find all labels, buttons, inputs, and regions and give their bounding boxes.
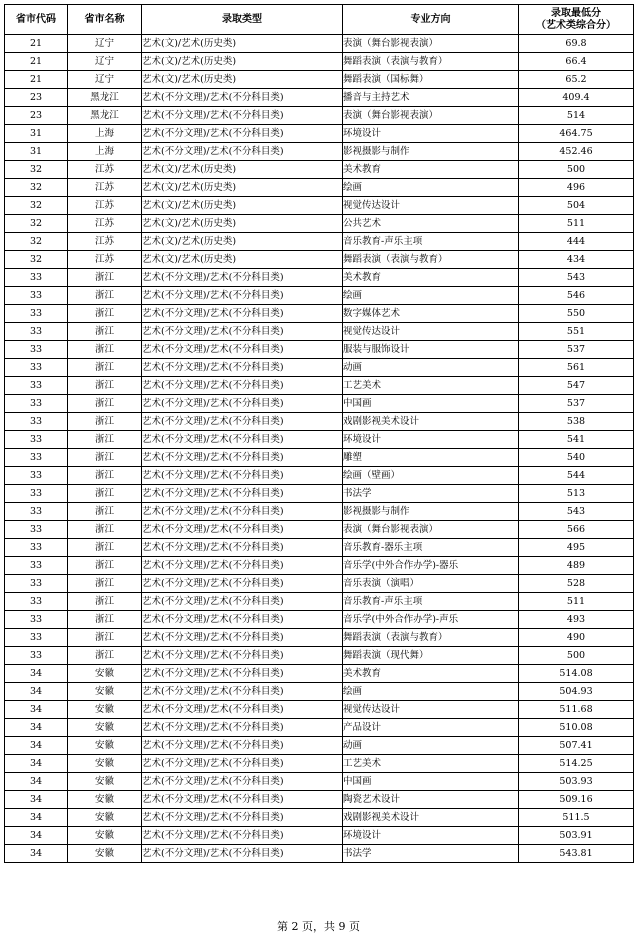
cell-province-code: 34 xyxy=(5,665,68,683)
cell-major: 音乐教育-声乐主项 xyxy=(343,233,519,251)
cell-min-score: 566 xyxy=(519,521,634,539)
table-row xyxy=(5,125,634,143)
cell-min-score: 546 xyxy=(519,287,634,305)
cell-major: 美术教育 xyxy=(343,269,519,287)
cell-min-score: 511.68 xyxy=(519,701,634,719)
table-body xyxy=(5,35,634,863)
cell-major: 影视摄影与制作 xyxy=(343,143,519,161)
cell-province-code: 33 xyxy=(5,593,68,611)
table-row xyxy=(5,647,634,665)
cell-province-name: 黑龙江 xyxy=(68,107,142,125)
cell-min-score: 537 xyxy=(519,341,634,359)
cell-major: 书法学 xyxy=(343,485,519,503)
cell-min-score: 561 xyxy=(519,359,634,377)
cell-major: 美术教育 xyxy=(343,665,519,683)
header-province: 省市名称 xyxy=(68,5,142,35)
cell-province-name: 浙江 xyxy=(68,413,142,431)
cell-province-name: 江苏 xyxy=(68,251,142,269)
cell-major: 环境设计 xyxy=(343,431,519,449)
cell-province-name: 安徽 xyxy=(68,827,142,845)
cell-province-name: 江苏 xyxy=(68,233,142,251)
cell-province-name: 安徽 xyxy=(68,773,142,791)
table-row xyxy=(5,449,634,467)
cell-min-score: 544 xyxy=(519,467,634,485)
cell-province-name: 浙江 xyxy=(68,611,142,629)
table-row xyxy=(5,377,634,395)
cell-min-score: 543.81 xyxy=(519,845,634,863)
table-row xyxy=(5,161,634,179)
cell-province-name: 辽宁 xyxy=(68,53,142,71)
cell-province-code: 33 xyxy=(5,305,68,323)
cell-province-name: 浙江 xyxy=(68,431,142,449)
cell-major: 音乐学(中外合作办学)-声乐 xyxy=(343,611,519,629)
cell-major: 环境设计 xyxy=(343,827,519,845)
cell-province-code: 34 xyxy=(5,845,68,863)
cell-admission-type: 艺术(不分文理)/艺术(不分科目类) xyxy=(142,107,343,125)
cell-major: 动画 xyxy=(343,359,519,377)
header-score-line2: （艺术类综合分） xyxy=(536,19,616,31)
cell-province-name: 浙江 xyxy=(68,287,142,305)
table-row xyxy=(5,287,634,305)
cell-admission-type: 艺术(不分文理)/艺术(不分科目类) xyxy=(142,305,343,323)
cell-province-name: 浙江 xyxy=(68,467,142,485)
table-row xyxy=(5,413,634,431)
cell-major: 公共艺术 xyxy=(343,215,519,233)
cell-province-name: 江苏 xyxy=(68,179,142,197)
cell-major: 音乐教育-器乐主项 xyxy=(343,539,519,557)
table-row xyxy=(5,809,634,827)
cell-admission-type: 艺术(不分文理)/艺术(不分科目类) xyxy=(142,503,343,521)
cell-province-name: 江苏 xyxy=(68,161,142,179)
cell-admission-type: 艺术(不分文理)/艺术(不分科目类) xyxy=(142,737,343,755)
cell-min-score: 537 xyxy=(519,395,634,413)
table-row xyxy=(5,233,634,251)
cell-admission-type: 艺术(不分文理)/艺术(不分科目类) xyxy=(142,791,343,809)
cell-min-score: 504.93 xyxy=(519,683,634,701)
page-footer: 第 2 页，共 9 页 xyxy=(277,920,360,933)
cell-province-name: 江苏 xyxy=(68,215,142,233)
cell-min-score: 551 xyxy=(519,323,634,341)
cell-major: 音乐学(中外合作办学)-器乐 xyxy=(343,557,519,575)
table-row xyxy=(5,665,634,683)
cell-min-score: 543 xyxy=(519,269,634,287)
cell-province-code: 31 xyxy=(5,125,68,143)
cell-major: 表演（舞台影视表演） xyxy=(343,107,519,125)
table-row xyxy=(5,485,634,503)
table-row xyxy=(5,683,634,701)
cell-admission-type: 艺术(文)/艺术(历史类) xyxy=(142,197,343,215)
cell-admission-type: 艺术(不分文理)/艺术(不分科目类) xyxy=(142,719,343,737)
cell-province-code: 33 xyxy=(5,575,68,593)
cell-major: 表演（舞台影视表演） xyxy=(343,521,519,539)
cell-admission-type: 艺术(不分文理)/艺术(不分科目类) xyxy=(142,647,343,665)
cell-min-score: 69.8 xyxy=(519,35,634,53)
table-row xyxy=(5,539,634,557)
cell-admission-type: 艺术(不分文理)/艺术(不分科目类) xyxy=(142,611,343,629)
cell-major: 视觉传达设计 xyxy=(343,701,519,719)
table-row xyxy=(5,179,634,197)
cell-min-score: 500 xyxy=(519,647,634,665)
table-row xyxy=(5,503,634,521)
cell-min-score: 503.93 xyxy=(519,773,634,791)
cell-province-code: 33 xyxy=(5,431,68,449)
cell-province-code: 33 xyxy=(5,503,68,521)
table-row xyxy=(5,71,634,89)
cell-min-score: 509.16 xyxy=(519,791,634,809)
cell-major: 书法学 xyxy=(343,845,519,863)
cell-province-code: 21 xyxy=(5,71,68,89)
cell-min-score: 496 xyxy=(519,179,634,197)
cell-province-code: 33 xyxy=(5,629,68,647)
cell-major: 视觉传达设计 xyxy=(343,197,519,215)
table-header-row xyxy=(5,5,634,35)
cell-province-name: 上海 xyxy=(68,125,142,143)
cell-admission-type: 艺术(不分文理)/艺术(不分科目类) xyxy=(142,143,343,161)
cell-province-code: 33 xyxy=(5,449,68,467)
cell-admission-type: 艺术(文)/艺术(历史类) xyxy=(142,233,343,251)
cell-major: 工艺美术 xyxy=(343,755,519,773)
cell-admission-type: 艺术(不分文理)/艺术(不分科目类) xyxy=(142,287,343,305)
table-row xyxy=(5,737,634,755)
cell-admission-type: 艺术(不分文理)/艺术(不分科目类) xyxy=(142,431,343,449)
cell-admission-type: 艺术(文)/艺术(历史类) xyxy=(142,215,343,233)
header-major: 专业方向 xyxy=(343,5,519,35)
cell-min-score: 540 xyxy=(519,449,634,467)
cell-province-code: 23 xyxy=(5,89,68,107)
cell-major: 美术教育 xyxy=(343,161,519,179)
cell-province-code: 32 xyxy=(5,161,68,179)
cell-admission-type: 艺术(文)/艺术(历史类) xyxy=(142,35,343,53)
cell-province-code: 33 xyxy=(5,557,68,575)
cell-admission-type: 艺术(不分文理)/艺术(不分科目类) xyxy=(142,809,343,827)
cell-province-code: 32 xyxy=(5,179,68,197)
cell-major: 绘画 xyxy=(343,683,519,701)
cell-min-score: 409.4 xyxy=(519,89,634,107)
cell-province-name: 浙江 xyxy=(68,359,142,377)
cell-major: 戏剧影视美术设计 xyxy=(343,413,519,431)
header-score-line1: 录取最低分 xyxy=(551,7,601,19)
cell-province-name: 浙江 xyxy=(68,269,142,287)
cell-province-name: 浙江 xyxy=(68,323,142,341)
cell-min-score: 495 xyxy=(519,539,634,557)
cell-province-code: 34 xyxy=(5,809,68,827)
table-row xyxy=(5,521,634,539)
cell-major: 舞蹈表演（现代舞） xyxy=(343,647,519,665)
cell-admission-type: 艺术(不分文理)/艺术(不分科目类) xyxy=(142,377,343,395)
cell-province-name: 浙江 xyxy=(68,557,142,575)
cell-major: 舞蹈表演（表演与教育） xyxy=(343,251,519,269)
cell-admission-type: 艺术(文)/艺术(历史类) xyxy=(142,53,343,71)
cell-min-score: 500 xyxy=(519,161,634,179)
header-code: 省市代码 xyxy=(5,5,68,35)
table-row xyxy=(5,197,634,215)
header-score xyxy=(519,5,634,35)
cell-province-code: 33 xyxy=(5,485,68,503)
cell-province-code: 33 xyxy=(5,287,68,305)
cell-min-score: 511.5 xyxy=(519,809,634,827)
cell-province-name: 浙江 xyxy=(68,521,142,539)
cell-province-code: 33 xyxy=(5,377,68,395)
cell-major: 舞蹈表演（表演与教育） xyxy=(343,53,519,71)
table-row xyxy=(5,773,634,791)
cell-province-name: 浙江 xyxy=(68,341,142,359)
cell-admission-type: 艺术(不分文理)/艺术(不分科目类) xyxy=(142,269,343,287)
cell-province-code: 33 xyxy=(5,341,68,359)
cell-province-code: 32 xyxy=(5,233,68,251)
table-row xyxy=(5,755,634,773)
cell-province-name: 浙江 xyxy=(68,305,142,323)
table-row xyxy=(5,53,634,71)
cell-major: 绘画 xyxy=(343,287,519,305)
cell-province-code: 32 xyxy=(5,197,68,215)
cell-admission-type: 艺术(不分文理)/艺术(不分科目类) xyxy=(142,773,343,791)
cell-min-score: 507.41 xyxy=(519,737,634,755)
cell-province-code: 33 xyxy=(5,395,68,413)
cell-major: 中国画 xyxy=(343,395,519,413)
header-type: 录取类型 xyxy=(142,5,343,35)
cell-min-score: 550 xyxy=(519,305,634,323)
document-page xyxy=(4,4,633,863)
cell-major: 陶瓷艺术设计 xyxy=(343,791,519,809)
cell-major: 产品设计 xyxy=(343,719,519,737)
admission-score-table xyxy=(4,4,634,863)
cell-province-name: 安徽 xyxy=(68,737,142,755)
cell-min-score: 514.25 xyxy=(519,755,634,773)
cell-province-code: 34 xyxy=(5,719,68,737)
cell-admission-type: 艺术(不分文理)/艺术(不分科目类) xyxy=(142,701,343,719)
cell-min-score: 66.4 xyxy=(519,53,634,71)
cell-province-code: 34 xyxy=(5,773,68,791)
cell-province-name: 浙江 xyxy=(68,647,142,665)
cell-admission-type: 艺术(不分文理)/艺术(不分科目类) xyxy=(142,341,343,359)
table-row xyxy=(5,431,634,449)
table-row xyxy=(5,701,634,719)
cell-province-code: 33 xyxy=(5,413,68,431)
cell-major: 视觉传达设计 xyxy=(343,323,519,341)
cell-major: 影视摄影与制作 xyxy=(343,503,519,521)
cell-min-score: 511 xyxy=(519,593,634,611)
cell-admission-type: 艺术(不分文理)/艺术(不分科目类) xyxy=(142,683,343,701)
cell-major: 绘画（壁画） xyxy=(343,467,519,485)
cell-province-name: 安徽 xyxy=(68,683,142,701)
cell-province-name: 辽宁 xyxy=(68,71,142,89)
cell-min-score: 514 xyxy=(519,107,634,125)
table-row xyxy=(5,827,634,845)
cell-min-score: 444 xyxy=(519,233,634,251)
table-row xyxy=(5,557,634,575)
table-row xyxy=(5,269,634,287)
table-row xyxy=(5,467,634,485)
cell-province-code: 34 xyxy=(5,701,68,719)
cell-min-score: 65.2 xyxy=(519,71,634,89)
cell-province-code: 32 xyxy=(5,215,68,233)
cell-province-code: 33 xyxy=(5,269,68,287)
cell-admission-type: 艺术(不分文理)/艺术(不分科目类) xyxy=(142,125,343,143)
cell-admission-type: 艺术(不分文理)/艺术(不分科目类) xyxy=(142,467,343,485)
cell-province-code: 33 xyxy=(5,359,68,377)
cell-province-code: 34 xyxy=(5,755,68,773)
table-row xyxy=(5,791,634,809)
cell-admission-type: 艺术(不分文理)/艺术(不分科目类) xyxy=(142,485,343,503)
cell-min-score: 511 xyxy=(519,215,634,233)
cell-province-code: 21 xyxy=(5,35,68,53)
cell-major: 舞蹈表演（国标舞） xyxy=(343,71,519,89)
cell-admission-type: 艺术(不分文理)/艺术(不分科目类) xyxy=(142,845,343,863)
cell-min-score: 464.75 xyxy=(519,125,634,143)
table-row xyxy=(5,89,634,107)
table-row xyxy=(5,341,634,359)
table-row xyxy=(5,107,634,125)
cell-admission-type: 艺术(文)/艺术(历史类) xyxy=(142,251,343,269)
cell-min-score: 434 xyxy=(519,251,634,269)
cell-major: 播音与主持艺术 xyxy=(343,89,519,107)
cell-province-code: 21 xyxy=(5,53,68,71)
cell-major: 工艺美术 xyxy=(343,377,519,395)
cell-major: 音乐表演（演唱） xyxy=(343,575,519,593)
cell-min-score: 489 xyxy=(519,557,634,575)
cell-major: 动画 xyxy=(343,737,519,755)
cell-province-code: 31 xyxy=(5,143,68,161)
cell-admission-type: 艺术(文)/艺术(历史类) xyxy=(142,179,343,197)
cell-major: 数字媒体艺术 xyxy=(343,305,519,323)
cell-province-code: 33 xyxy=(5,323,68,341)
cell-province-code: 34 xyxy=(5,683,68,701)
cell-min-score: 528 xyxy=(519,575,634,593)
cell-admission-type: 艺术(文)/艺术(历史类) xyxy=(142,71,343,89)
cell-major: 表演（舞台影视表演） xyxy=(343,35,519,53)
cell-province-name: 安徽 xyxy=(68,665,142,683)
table-row xyxy=(5,719,634,737)
cell-major: 戏剧影视美术设计 xyxy=(343,809,519,827)
cell-province-name: 浙江 xyxy=(68,449,142,467)
cell-province-name: 浙江 xyxy=(68,395,142,413)
cell-province-name: 辽宁 xyxy=(68,35,142,53)
table-row xyxy=(5,35,634,53)
cell-major: 舞蹈表演（表演与教育） xyxy=(343,629,519,647)
cell-province-name: 浙江 xyxy=(68,503,142,521)
cell-province-name: 浙江 xyxy=(68,575,142,593)
cell-major: 中国画 xyxy=(343,773,519,791)
cell-province-name: 浙江 xyxy=(68,629,142,647)
cell-province-name: 上海 xyxy=(68,143,142,161)
cell-province-code: 33 xyxy=(5,521,68,539)
cell-province-code: 34 xyxy=(5,791,68,809)
table-row xyxy=(5,305,634,323)
cell-province-name: 安徽 xyxy=(68,755,142,773)
cell-min-score: 504 xyxy=(519,197,634,215)
cell-admission-type: 艺术(不分文理)/艺术(不分科目类) xyxy=(142,395,343,413)
cell-province-name: 浙江 xyxy=(68,593,142,611)
cell-province-code: 34 xyxy=(5,827,68,845)
cell-province-name: 江苏 xyxy=(68,197,142,215)
cell-province-code: 23 xyxy=(5,107,68,125)
cell-admission-type: 艺术(不分文理)/艺术(不分科目类) xyxy=(142,539,343,557)
cell-min-score: 452.46 xyxy=(519,143,634,161)
table-row xyxy=(5,359,634,377)
cell-major: 绘画 xyxy=(343,179,519,197)
table-row xyxy=(5,251,634,269)
cell-admission-type: 艺术(不分文理)/艺术(不分科目类) xyxy=(142,413,343,431)
cell-admission-type: 艺术(不分文理)/艺术(不分科目类) xyxy=(142,557,343,575)
cell-province-code: 33 xyxy=(5,647,68,665)
cell-admission-type: 艺术(不分文理)/艺术(不分科目类) xyxy=(142,449,343,467)
cell-province-name: 浙江 xyxy=(68,377,142,395)
cell-province-code: 33 xyxy=(5,467,68,485)
cell-province-name: 安徽 xyxy=(68,845,142,863)
cell-admission-type: 艺术(不分文理)/艺术(不分科目类) xyxy=(142,755,343,773)
table-row xyxy=(5,611,634,629)
cell-admission-type: 艺术(不分文理)/艺术(不分科目类) xyxy=(142,593,343,611)
cell-min-score: 513 xyxy=(519,485,634,503)
cell-admission-type: 艺术(不分文理)/艺术(不分科目类) xyxy=(142,323,343,341)
table-row xyxy=(5,215,634,233)
table-row xyxy=(5,575,634,593)
cell-min-score: 503.91 xyxy=(519,827,634,845)
cell-major: 环境设计 xyxy=(343,125,519,143)
cell-province-name: 安徽 xyxy=(68,719,142,737)
cell-admission-type: 艺术(不分文理)/艺术(不分科目类) xyxy=(142,665,343,683)
table-row xyxy=(5,845,634,863)
cell-min-score: 514.08 xyxy=(519,665,634,683)
cell-province-name: 浙江 xyxy=(68,485,142,503)
cell-admission-type: 艺术(不分文理)/艺术(不分科目类) xyxy=(142,359,343,377)
table-row xyxy=(5,593,634,611)
cell-province-name: 黑龙江 xyxy=(68,89,142,107)
cell-province-name: 浙江 xyxy=(68,539,142,557)
cell-major: 音乐教育-声乐主项 xyxy=(343,593,519,611)
cell-admission-type: 艺术(不分文理)/艺术(不分科目类) xyxy=(142,827,343,845)
cell-admission-type: 艺术(文)/艺术(历史类) xyxy=(142,161,343,179)
cell-province-name: 安徽 xyxy=(68,809,142,827)
cell-province-name: 安徽 xyxy=(68,701,142,719)
cell-province-name: 安徽 xyxy=(68,791,142,809)
cell-admission-type: 艺术(不分文理)/艺术(不分科目类) xyxy=(142,521,343,539)
cell-province-code: 33 xyxy=(5,539,68,557)
table-row xyxy=(5,629,634,647)
cell-min-score: 490 xyxy=(519,629,634,647)
cell-major: 雕塑 xyxy=(343,449,519,467)
cell-major: 服装与服饰设计 xyxy=(343,341,519,359)
cell-min-score: 493 xyxy=(519,611,634,629)
cell-province-code: 34 xyxy=(5,737,68,755)
cell-admission-type: 艺术(不分文理)/艺术(不分科目类) xyxy=(142,89,343,107)
cell-min-score: 510.08 xyxy=(519,719,634,737)
table-row xyxy=(5,143,634,161)
cell-min-score: 543 xyxy=(519,503,634,521)
cell-min-score: 547 xyxy=(519,377,634,395)
table-row xyxy=(5,323,634,341)
cell-province-code: 33 xyxy=(5,611,68,629)
cell-admission-type: 艺术(不分文理)/艺术(不分科目类) xyxy=(142,629,343,647)
cell-min-score: 538 xyxy=(519,413,634,431)
cell-province-code: 32 xyxy=(5,251,68,269)
cell-min-score: 541 xyxy=(519,431,634,449)
table-row xyxy=(5,395,634,413)
cell-admission-type: 艺术(不分文理)/艺术(不分科目类) xyxy=(142,575,343,593)
